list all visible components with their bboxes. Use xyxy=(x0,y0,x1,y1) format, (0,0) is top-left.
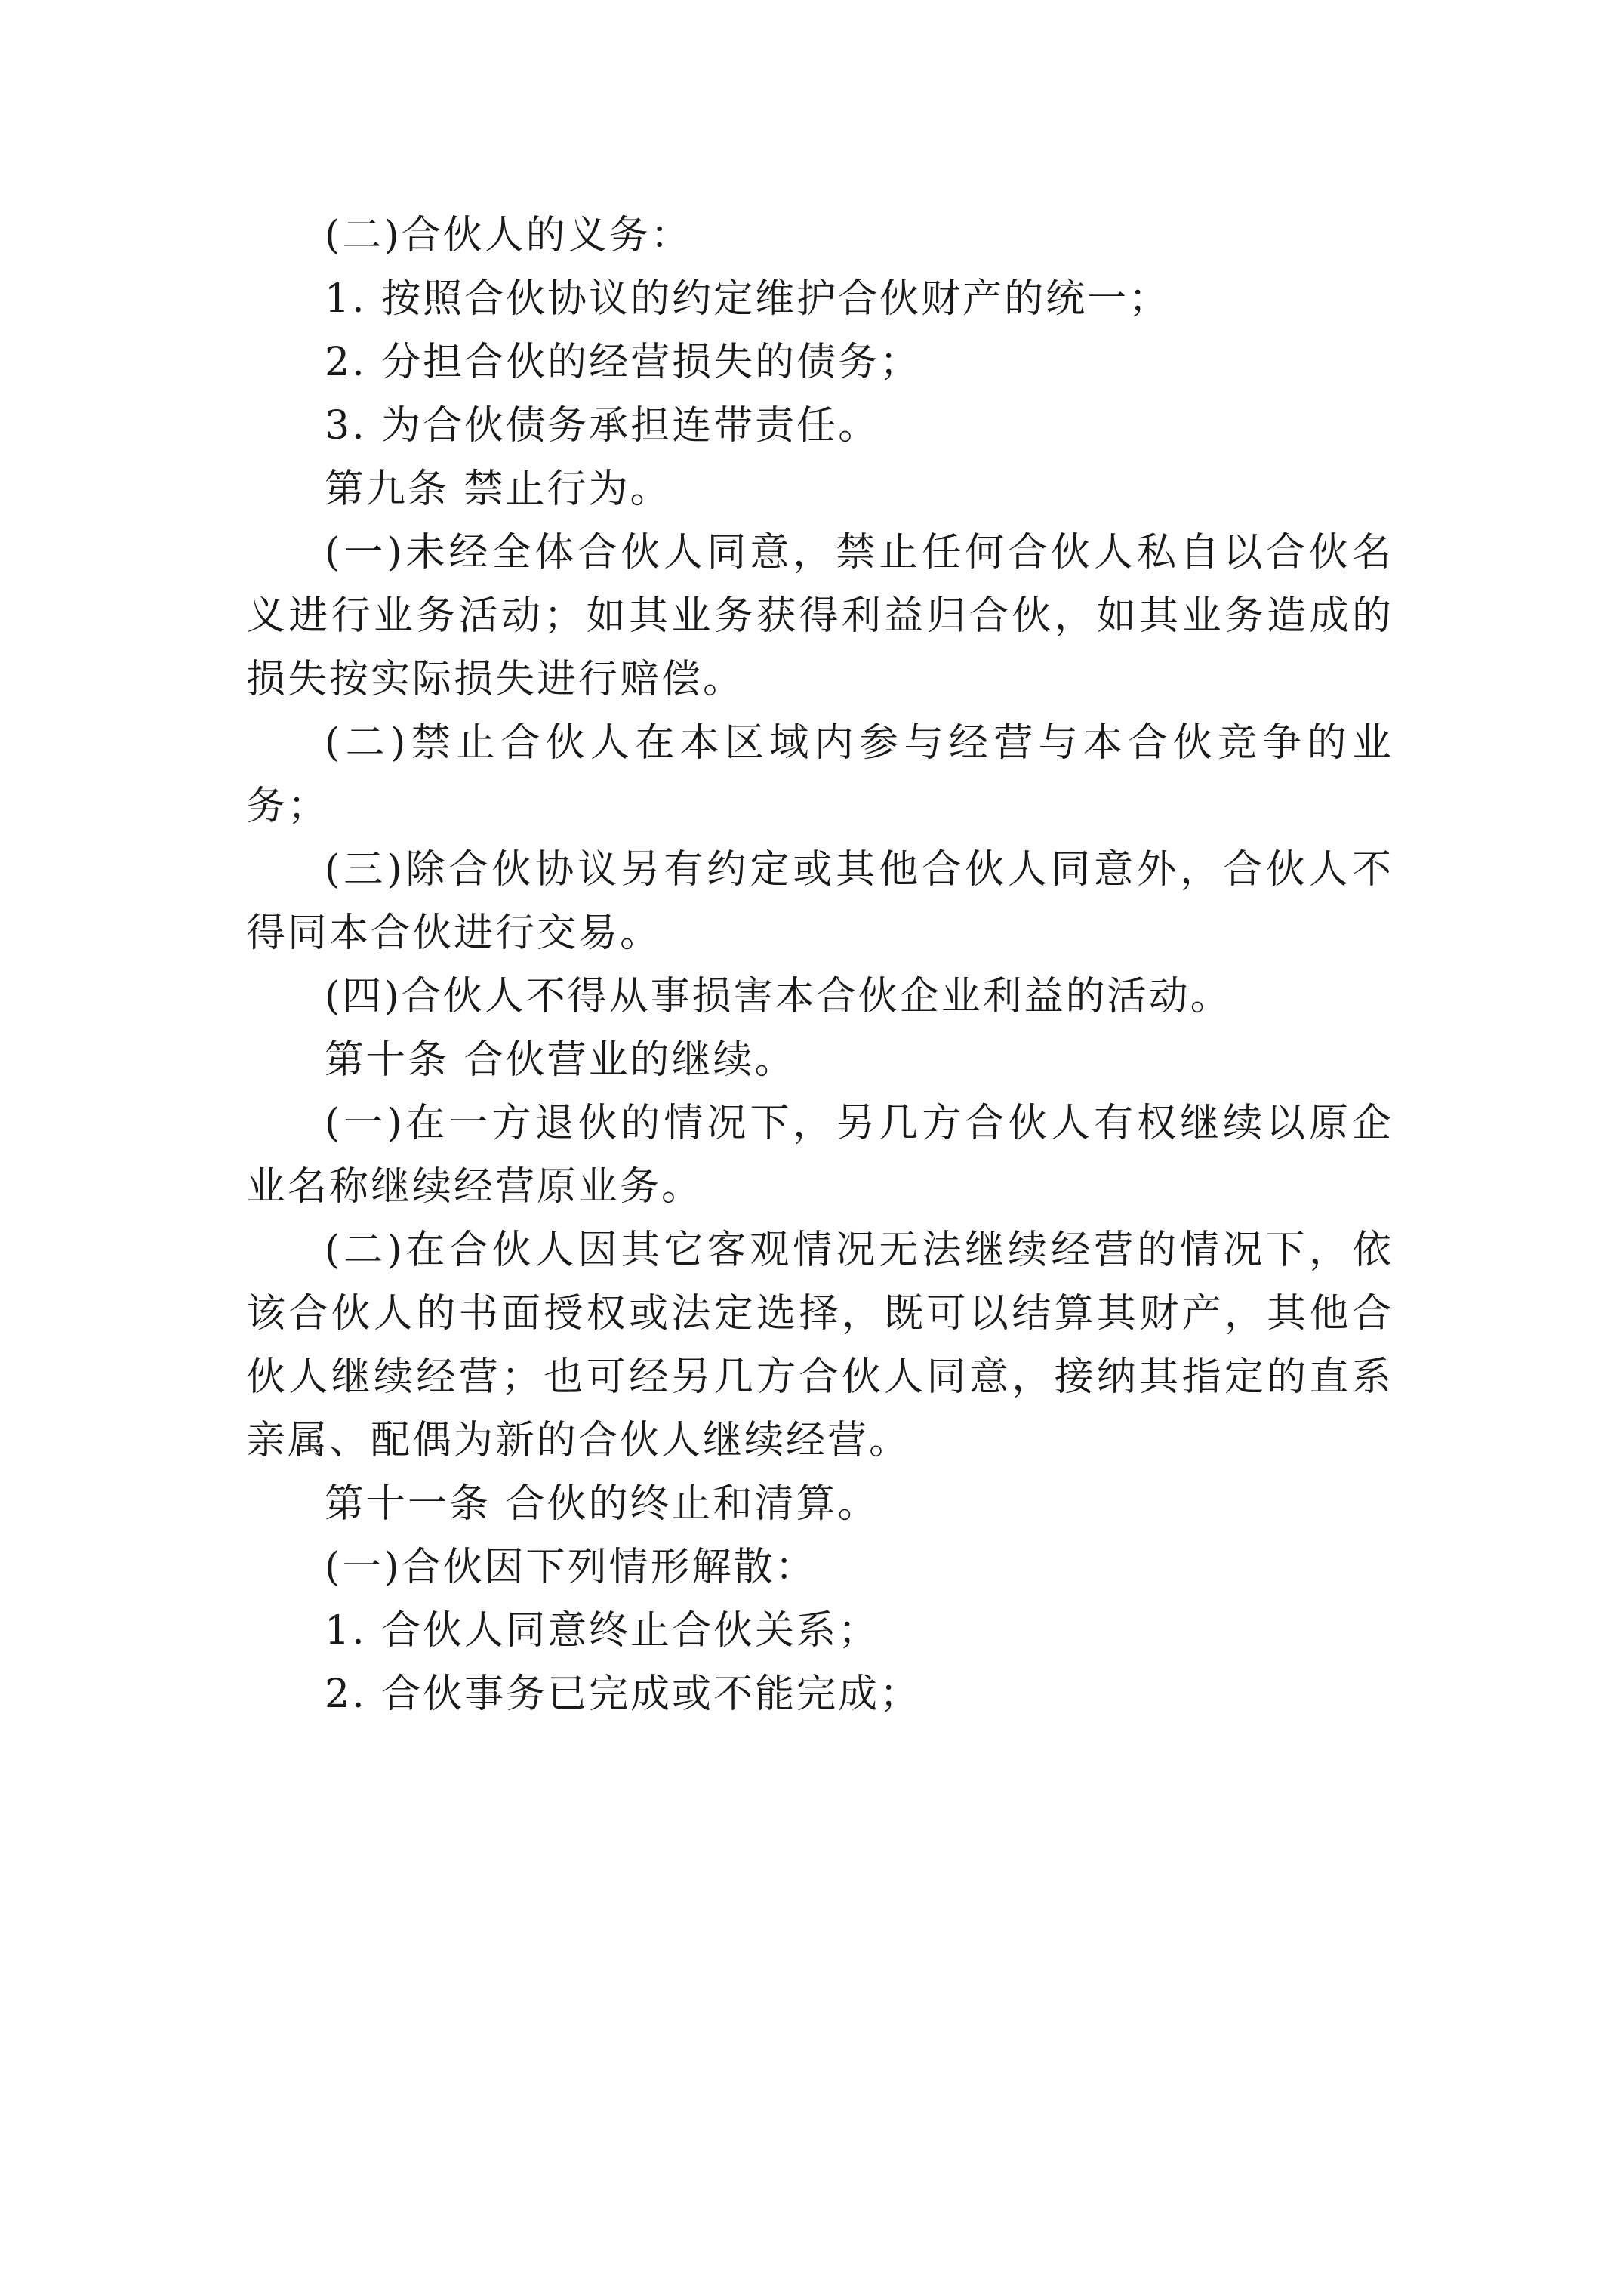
paragraph-prohibition-3: (三)除合伙协议另有约定或其他合伙人同意外，合伙人不得同本合伙进行交易。 xyxy=(246,847,1394,956)
paragraph-dissolution-1: 1. 合伙人同意终止合伙关系； xyxy=(325,1608,880,1653)
paragraph-dissolution-heading: (一)合伙因下列情形解散： xyxy=(325,1545,817,1590)
paragraph-duty-2: 2. 分担合伙的经营损失的债务； xyxy=(325,340,922,385)
article-10-heading: 第十条 合伙营业的继续。 xyxy=(325,1037,796,1083)
paragraph-duty-1: 1. 按照合伙协议的约定维护合伙财产的统一； xyxy=(325,276,1171,322)
paragraph-duty-3: 3. 为合伙债务承担连带责任。 xyxy=(325,403,880,448)
paragraph-partner-duties-heading: (二)合伙人的义务： xyxy=(325,213,692,258)
article-11-heading: 第十一条 合伙的终止和清算。 xyxy=(325,1481,879,1527)
paragraph-continuation-2: (二)在合伙人因其它客观情况无法继续经营的情况下，依该合伙人的书面授权或法定选择，既可以结算其财产，其他合伙人继续经营；也可经另几方合伙人同意，接纳其指定的直系亲属、配偶为新的合伙人继续经营。 xyxy=(246,1228,1394,1463)
paragraph-continuation-1: (一)在一方退伙的情况下，另几方合伙人有权继续以原企业名称继续经营原业务。 xyxy=(246,1101,1394,1210)
article-9-heading: 第九条 禁止行为。 xyxy=(325,467,672,512)
paragraph-dissolution-2: 2. 合伙事务已完成或不能完成； xyxy=(325,1672,922,1717)
document-body xyxy=(246,204,1394,1726)
paragraph-prohibition-4: (四)合伙人不得从事损害本合伙企业利益的活动。 xyxy=(325,974,1232,1019)
paragraph-prohibition-2: (二)禁止合伙人在本区域内参与经营与本合伙竞争的业务； xyxy=(246,720,1394,829)
paragraph-prohibition-1: (一)未经全体合伙人同意，禁止任何合伙人私自以合伙名义进行业务活动；如其业务获得利益归合伙，如其业务造成的损失按实际损失进行赔偿。 xyxy=(246,530,1394,702)
